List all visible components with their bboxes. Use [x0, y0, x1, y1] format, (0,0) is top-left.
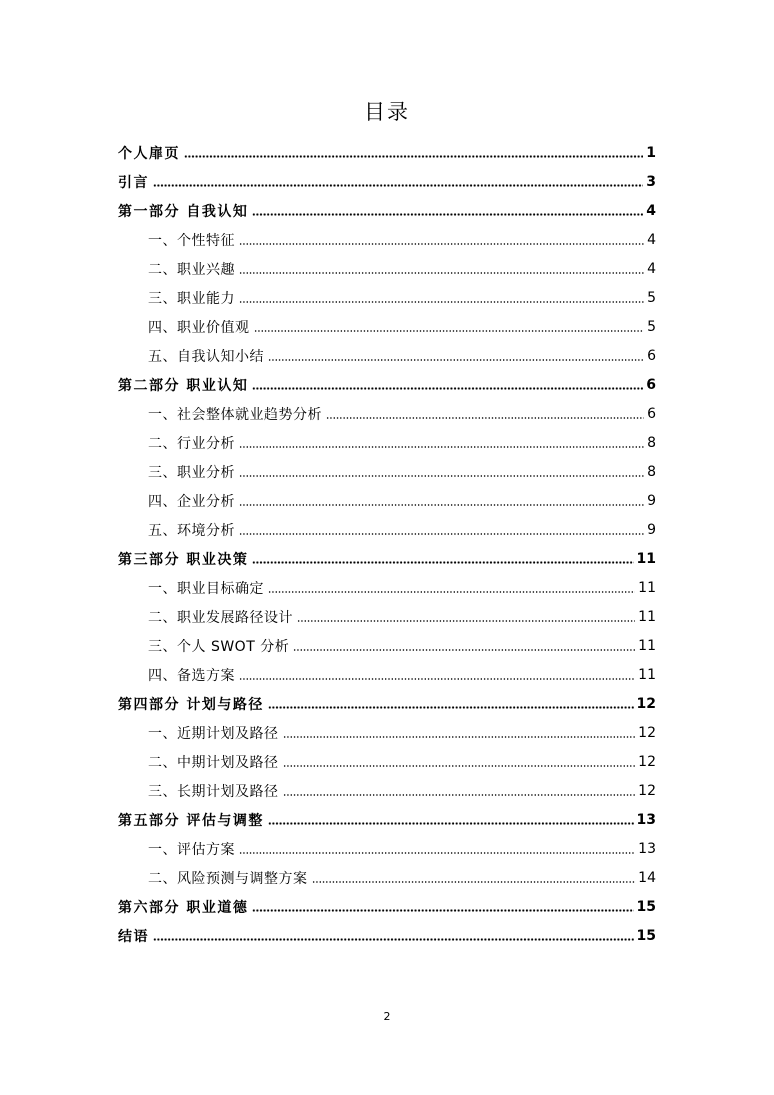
toc-entry-page: 6 [647, 347, 656, 364]
toc-entry[interactable] [118, 515, 656, 544]
toc-entry-label: 第二部分 职业认知 [118, 377, 249, 394]
toc-dot-leader [239, 503, 644, 506]
toc-entry-page: 5 [647, 289, 656, 306]
toc-entry-label: 第五部分 评估与调整 [118, 812, 264, 829]
toc-dot-leader [252, 387, 643, 390]
toc-dot-leader [239, 851, 635, 854]
toc-entry-label: 一、评估方案 [148, 841, 235, 858]
toc-entry-page: 12 [638, 753, 656, 770]
toc-entry-label: 四、职业价值观 [148, 319, 250, 336]
toc-entry[interactable] [118, 428, 656, 457]
footer-page-number: 2 [383, 1010, 391, 1023]
toc-entry-page: 9 [647, 492, 656, 509]
toc-dot-leader [239, 445, 644, 448]
page-title: 目录 [364, 100, 410, 124]
toc-entry-page: 11 [638, 579, 656, 596]
toc-entry-page: 5 [647, 318, 656, 335]
toc-entry-label: 三、职业能力 [148, 290, 235, 307]
toc-dot-leader [312, 880, 636, 883]
toc-entry[interactable] [118, 834, 656, 863]
toc-dot-leader [153, 938, 634, 941]
toc-entry-page: 15 [636, 927, 656, 944]
toc-entry-page: 9 [647, 521, 656, 538]
toc-dot-leader [268, 590, 635, 593]
toc-entry[interactable] [118, 718, 656, 747]
toc-dot-leader [239, 242, 644, 245]
toc-entry[interactable] [118, 225, 656, 254]
table-of-contents [118, 138, 656, 950]
toc-entry[interactable] [118, 921, 656, 950]
toc-dot-leader [239, 532, 644, 535]
toc-entry-page: 14 [638, 869, 656, 886]
toc-entry[interactable] [118, 689, 656, 718]
toc-entry-page: 6 [646, 376, 656, 393]
toc-dot-leader [283, 735, 636, 738]
toc-entry-label: 二、职业发展路径设计 [148, 609, 293, 626]
toc-entry[interactable] [118, 167, 656, 196]
toc-entry-label: 三、职业分析 [148, 464, 235, 481]
toc-entry-page: 15 [636, 898, 656, 915]
toc-entry-page: 12 [638, 782, 656, 799]
toc-entry-page: 4 [646, 202, 656, 219]
toc-entry-page: 3 [646, 173, 656, 190]
toc-entry-page: 12 [636, 695, 656, 712]
toc-dot-leader [283, 764, 636, 767]
toc-entry[interactable] [118, 805, 656, 834]
toc-entry[interactable] [118, 138, 656, 167]
toc-entry-label: 引言 [118, 174, 149, 191]
toc-dot-leader [239, 474, 644, 477]
toc-dot-leader [268, 706, 634, 709]
toc-entry-page: 1 [646, 144, 656, 161]
toc-entry-label: 四、备选方案 [148, 667, 235, 684]
toc-entry-page: 4 [647, 260, 656, 277]
toc-dot-leader [268, 358, 644, 361]
toc-entry[interactable] [118, 254, 656, 283]
toc-entry-page: 12 [638, 724, 656, 741]
toc-dot-leader [293, 648, 635, 651]
toc-entry[interactable] [118, 370, 656, 399]
toc-entry-page: 11 [636, 550, 656, 567]
toc-entry-label: 三、长期计划及路径 [148, 783, 279, 800]
toc-entry-label: 二、风险预测与调整方案 [148, 870, 308, 887]
toc-entry-label: 五、自我认知小结 [148, 348, 264, 365]
toc-entry-label: 二、职业兴趣 [148, 261, 235, 278]
toc-entry-label: 一、近期计划及路径 [148, 725, 279, 742]
toc-entry-label: 第三部分 职业决策 [118, 551, 249, 568]
toc-entry-label: 结语 [118, 928, 149, 945]
toc-dot-leader [297, 619, 635, 622]
toc-entry[interactable] [118, 631, 656, 660]
toc-entry-page: 8 [647, 463, 656, 480]
toc-entry[interactable] [118, 602, 656, 631]
toc-dot-leader [252, 561, 633, 564]
toc-entry-label: 二、行业分析 [148, 435, 235, 452]
toc-entry-page: 4 [647, 231, 656, 248]
toc-entry-label: 一、职业目标确定 [148, 580, 264, 597]
toc-entry-label: 三、个人 SWOT 分析 [148, 638, 290, 655]
toc-dot-leader [239, 300, 644, 303]
toc-entry[interactable] [118, 399, 656, 428]
toc-dot-leader [268, 822, 634, 825]
toc-entry-page: 11 [638, 608, 656, 625]
toc-entry[interactable] [118, 747, 656, 776]
toc-entry-label: 四、企业分析 [148, 493, 235, 510]
toc-entry[interactable] [118, 486, 656, 515]
toc-entry[interactable] [118, 196, 656, 225]
toc-entry[interactable] [118, 341, 656, 370]
toc-entry[interactable] [118, 544, 656, 573]
toc-entry-label: 五、环境分析 [148, 522, 235, 539]
toc-dot-leader [184, 155, 643, 158]
toc-entry-label: 二、中期计划及路径 [148, 754, 279, 771]
toc-entry[interactable] [118, 660, 656, 689]
toc-dot-leader [252, 909, 633, 912]
toc-entry-page: 13 [638, 840, 656, 857]
toc-entry-label: 一、社会整体就业趋势分析 [148, 406, 322, 423]
toc-dot-leader [283, 793, 636, 796]
toc-entry[interactable] [118, 283, 656, 312]
toc-dot-leader [239, 271, 644, 274]
toc-dot-leader [326, 416, 644, 419]
toc-entry-page: 13 [636, 811, 656, 828]
toc-entry-page: 6 [647, 405, 656, 422]
toc-entry-label: 第六部分 职业道德 [118, 899, 249, 916]
toc-entry-label: 个人扉页 [118, 145, 180, 162]
toc-dot-leader [252, 213, 643, 216]
toc-entry[interactable] [118, 312, 656, 341]
toc-dot-leader [239, 677, 635, 680]
toc-dot-leader [153, 184, 643, 187]
toc-entry-page: 11 [638, 666, 656, 683]
toc-dot-leader [254, 329, 645, 332]
toc-entry-page: 11 [638, 637, 656, 654]
toc-entry[interactable] [118, 863, 656, 892]
toc-entry-label: 一、个性特征 [148, 232, 235, 249]
toc-entry[interactable] [118, 892, 656, 921]
toc-entry-label: 第四部分 计划与路径 [118, 696, 264, 713]
toc-entry[interactable] [118, 776, 656, 805]
toc-entry-label: 第一部分 自我认知 [118, 203, 249, 220]
toc-entry-page: 8 [647, 434, 656, 451]
toc-entry[interactable] [118, 457, 656, 486]
toc-entry[interactable] [118, 573, 656, 602]
